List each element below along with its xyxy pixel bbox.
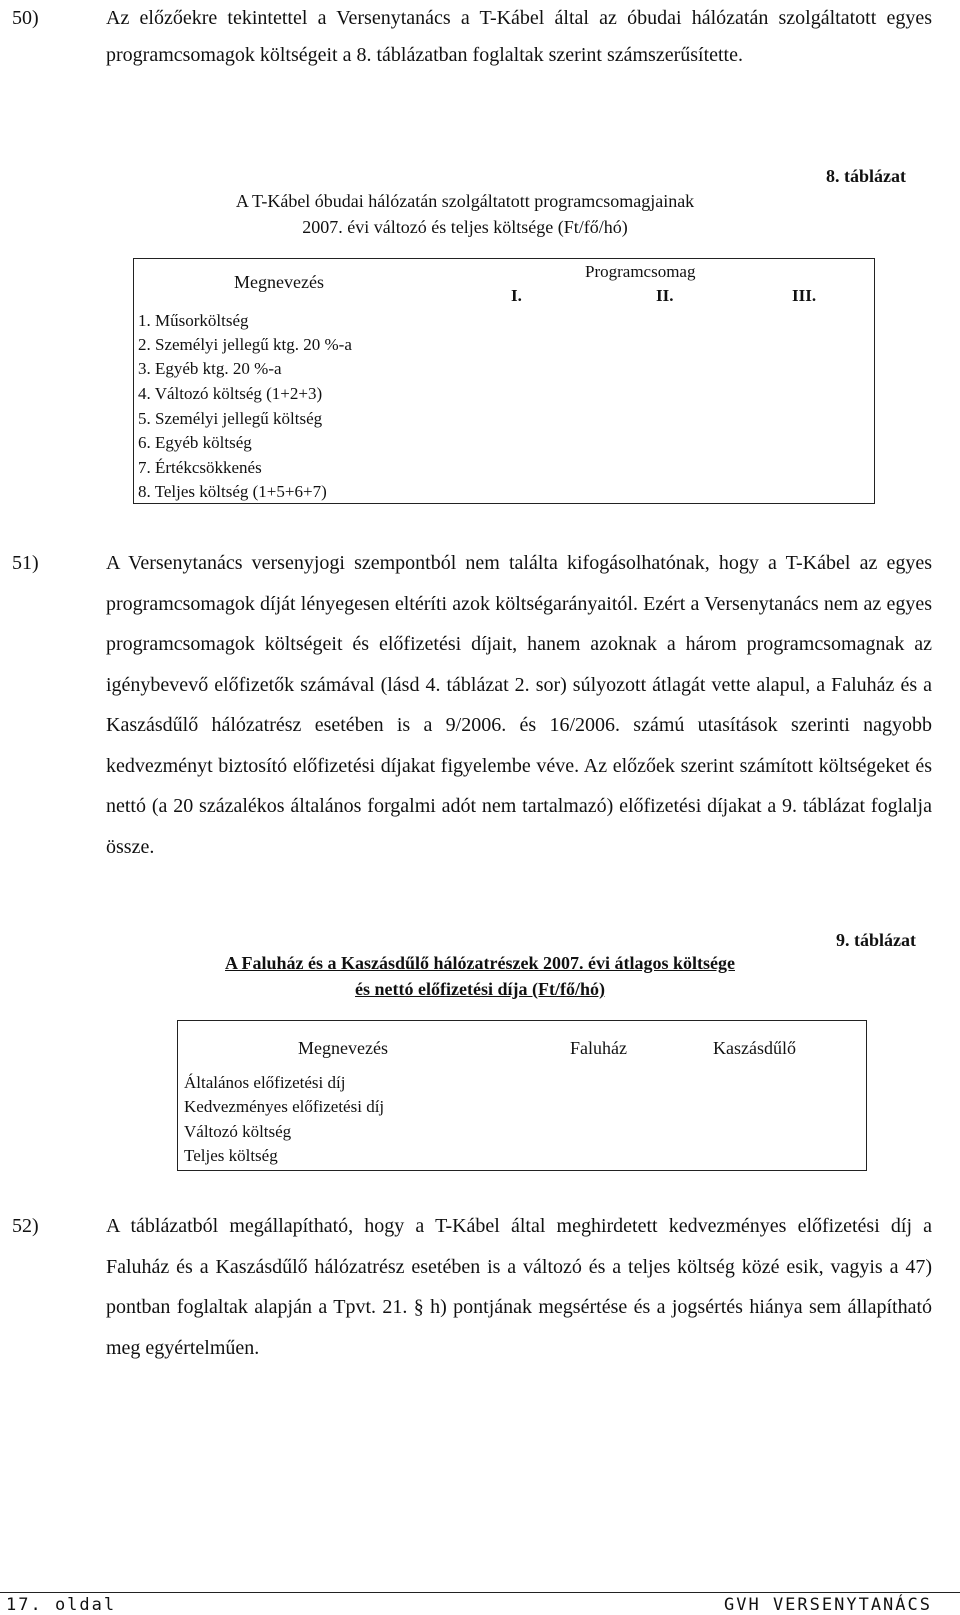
table9-row: Teljes költség <box>184 1146 278 1165</box>
table9-row: Kedvezményes előfizetési díj <box>184 1097 385 1116</box>
table9-label: 9. táblázat <box>836 930 916 950</box>
footer-organization: GVH VERSENYTANÁCS <box>724 1595 932 1615</box>
table8-row: 6. Egyéb költség <box>138 433 252 452</box>
paragraph-text: Az előzőekre tekintettel a Versenytanács a T-Kábel által az óbudai hálózatán szolgáltatott egyes programcsomagok költségeit a 8. táblázatban foglaltak szerint számszerűsítette. <box>106 7 932 66</box>
table9-col-1: Faluház <box>570 1038 627 1058</box>
table8-row: 1. Műsorköltség <box>138 311 249 330</box>
footer-page-number: 17. oldal <box>6 1595 117 1615</box>
table8-row: 7. Értékcsökkenés <box>138 458 262 477</box>
paragraph-51 <box>12 543 932 867</box>
footer-divider <box>0 1592 960 1593</box>
table9-row: Általános előfizetési díj <box>184 1073 346 1092</box>
table8-caption-line2: 2007. évi változó és teljes költsége (Ft/fő/hó) <box>302 217 628 237</box>
table8-col-2: II. <box>656 286 674 305</box>
paragraph-number: 52) <box>12 1215 39 1237</box>
paragraph-number: 51) <box>12 552 39 574</box>
paragraph-text: A Versenytanács versenyjogi szempontból nem találta kifogásolhatónak, hogy a T-Kábel az egyes programcsomagok díját lényegesen eltéríti azok költségarányaitól. Ezért a Versenytanács nem az egyes programcsomagok költségeit és előfizetési díjait, hanem azoknak a három programcsomagnak az igénybevevő előfizetők számával (lásd 4. táblázat 2. sor) súlyozott átlagát vette alapul, a Faluház és a Kaszásdűlő hálózatrész esetében is a 9/2006. és 16/2006. számú utasítások szerinti nagyobb kedvezményt biztosító előfizetési díjakat figyelembe véve. Az előzőek szerint számított költségeket és nettó (a 20 százalékos általános forgalmi adót nem tartalmazó) előfizetési díjakat a 9. táblázat foglalja össze. <box>106 552 932 858</box>
paragraph-number: 50) <box>12 7 39 29</box>
table9-row: Változó költség <box>184 1122 292 1141</box>
table8-col-1: I. <box>511 286 522 305</box>
table8-caption <box>140 188 790 240</box>
table8-row: 4. Változó költség (1+2+3) <box>138 384 323 403</box>
table8-label: 8. táblázat <box>826 166 906 186</box>
table9-header-name: Megnevezés <box>298 1038 388 1058</box>
paragraph-text: A táblázatból megállapítható, hogy a T-Kábel által meghirdetett kedvezményes előfizetési díj a Faluház és a Kaszásdűlő hálózatrész esetében is a változó és a teljes költség közé esik, vagyis a 47) pontban foglaltak alapján a Tpvt. 21. § h) pontjának megsértése és a jogsértés hiánya sem állapítható meg egyértelműen. <box>106 1215 932 1359</box>
table8-row: 8. Teljes költség (1+5+6+7) <box>138 482 327 501</box>
paragraph-52 <box>12 1206 932 1368</box>
table9-caption <box>150 950 810 1002</box>
table9-caption-line2: és nettó előfizetési díja (Ft/fő/hó) <box>355 979 605 999</box>
table9-caption-line1: A Faluház és a Kaszásdűlő hálózatrészek 2007. évi átlagos költsége <box>225 953 735 973</box>
table8-row: 3. Egyéb ktg. 20 %-a <box>138 359 282 378</box>
table8-col-3: III. <box>792 286 817 305</box>
table9-col-2: Kaszásdűlő <box>713 1038 796 1058</box>
table8-header-group: Programcsomag <box>585 262 696 281</box>
table8-header-name: Megnevezés <box>234 272 324 292</box>
table8-row: 5. Személyi jellegű költség <box>138 409 323 428</box>
table8-row: 2. Személyi jellegű ktg. 20 %-a <box>138 335 352 354</box>
table8-caption-line1: A T-Kábel óbudai hálózatán szolgáltatott programcsomagjainak <box>235 191 695 211</box>
paragraph-50 <box>12 0 932 74</box>
